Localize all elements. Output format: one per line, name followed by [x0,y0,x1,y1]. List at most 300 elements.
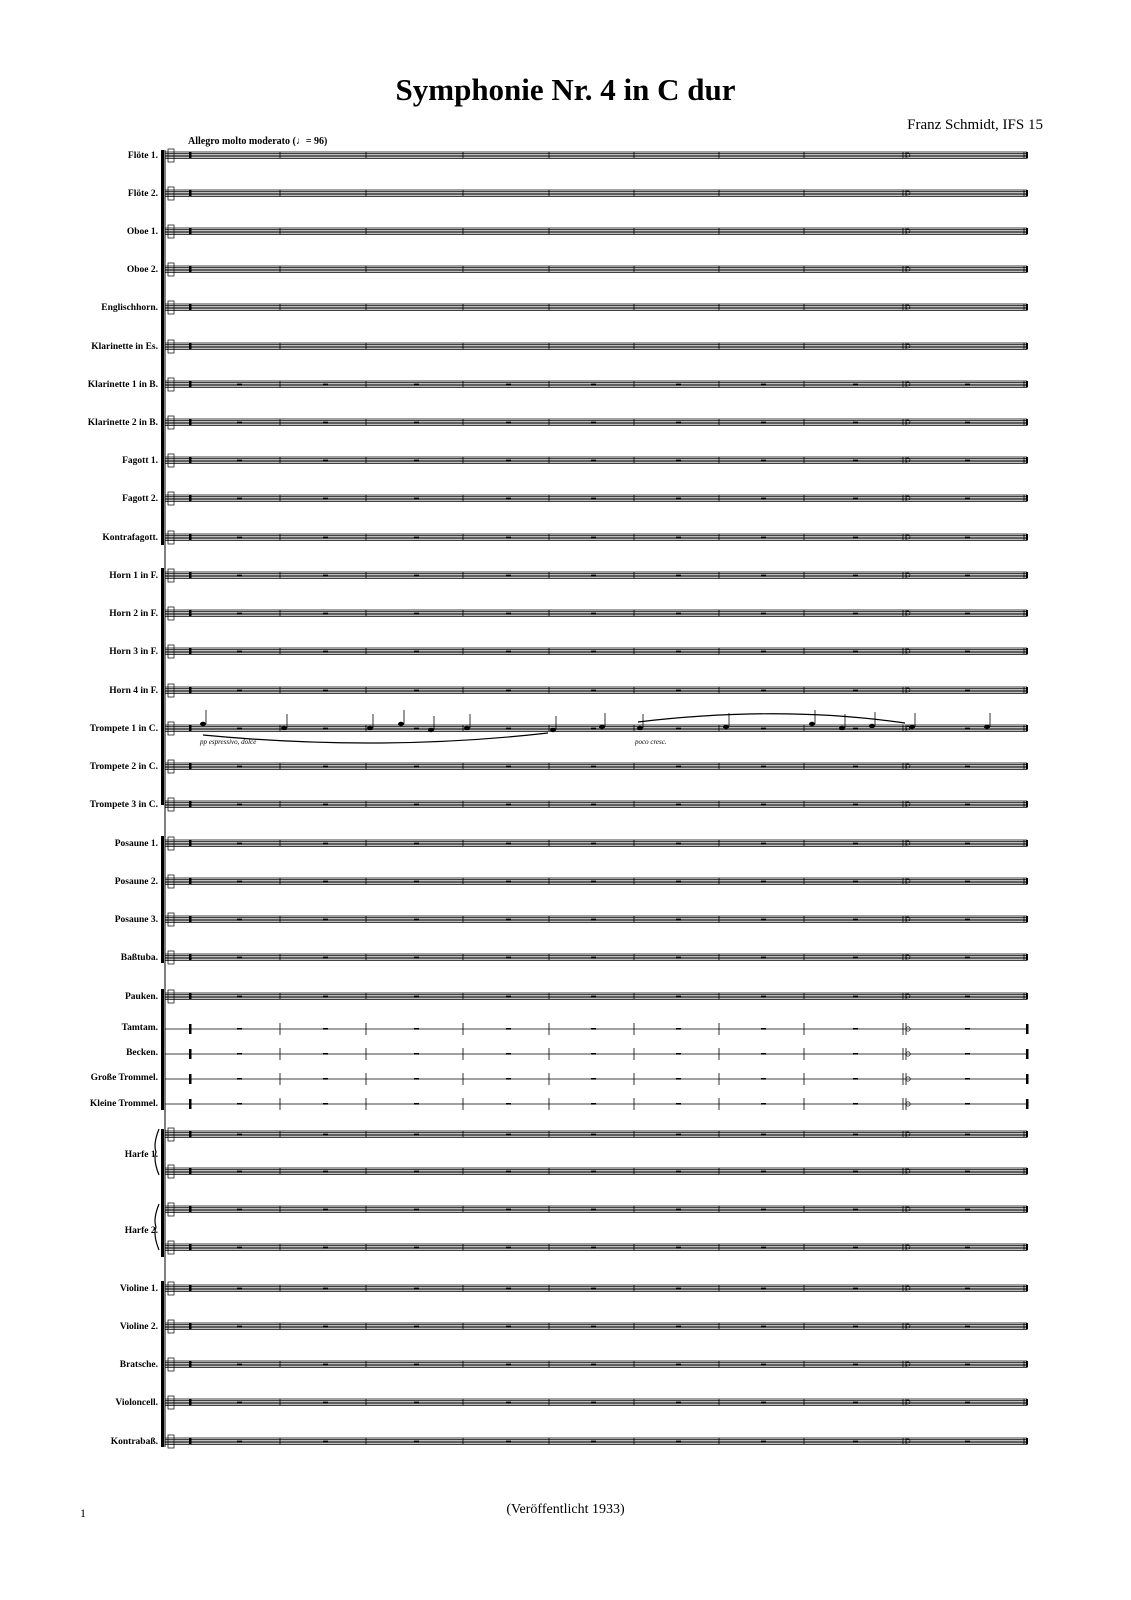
tempo-marking: Allegro molto moderato (♩= 96) [188,136,328,147]
note-head [809,722,815,726]
note-head [599,725,605,729]
whole-rest-icon [761,881,766,883]
whole-rest-icon [676,919,681,921]
whole-rest-icon [323,1078,328,1080]
whole-rest-icon [323,460,328,462]
whole-rest-icon [323,1171,328,1173]
whole-rest-icon [853,498,858,500]
whole-rest-icon [591,1053,596,1055]
whole-rest-icon [323,1441,328,1443]
whole-rest-icon [591,1078,596,1080]
whole-rest-icon [323,1326,328,1328]
note-head [367,726,373,730]
instrument-label: Oboe 2. [126,265,158,275]
whole-rest-icon [414,1326,419,1328]
whole-rest-icon [323,651,328,653]
note-head [550,728,556,732]
whole-rest-icon [853,1288,858,1290]
time-signature-icon [189,228,192,234]
whole-rest-icon [853,1134,858,1136]
whole-rest-icon [591,690,596,692]
instrument-label: Oboe 1. [126,227,158,237]
whole-rest-icon [591,919,596,921]
whole-rest-icon [506,1402,511,1404]
note-head [984,725,990,729]
whole-rest-icon [237,728,242,730]
whole-rest-icon [591,422,596,424]
whole-rest-icon [676,881,681,883]
whole-rest-icon [853,1209,858,1211]
whole-rest-icon [761,690,766,692]
whole-rest-icon [965,1288,970,1290]
time-signature-icon [189,495,192,501]
whole-rest-icon [237,1209,242,1211]
whole-rest-icon [506,728,511,730]
whole-rest-icon [237,766,242,768]
whole-rest-icon [237,613,242,615]
whole-rest-icon [761,422,766,424]
whole-rest-icon [761,384,766,386]
instrument-label: Horn 2 in F. [109,609,158,619]
time-signature-icon [189,457,192,463]
whole-rest-icon [591,1288,596,1290]
whole-rest-icon [965,1053,970,1055]
whole-rest-icon [506,996,511,998]
whole-rest-icon [414,1247,419,1249]
whole-rest-icon [323,1134,328,1136]
whole-rest-icon [676,1364,681,1366]
time-signature-icon [189,610,192,616]
whole-rest-icon [676,690,681,692]
whole-rest-icon [853,1028,858,1030]
whole-rest-icon [414,1078,419,1080]
whole-rest-icon [853,460,858,462]
whole-rest-icon [323,1364,328,1366]
whole-rest-icon [506,651,511,653]
whole-rest-icon [506,1247,511,1249]
whole-rest-icon [676,460,681,462]
whole-rest-icon [237,498,242,500]
whole-rest-icon [965,613,970,615]
group-bracket [161,836,164,963]
whole-rest-icon [237,1103,242,1105]
whole-rest-icon [323,766,328,768]
time-signature-icon [1026,1074,1029,1084]
whole-rest-icon [323,498,328,500]
group-bracket [161,568,164,805]
instrument-label: Trompete 2 in C. [89,762,158,772]
publication-note: (Veröffentlicht 1933) [506,1502,625,1517]
group-bracket [161,150,164,545]
whole-rest-icon [414,843,419,845]
whole-rest-icon [761,1364,766,1366]
dynamic-marking: poco cresc. [635,738,667,746]
whole-rest-icon [414,957,419,959]
instrument-label: Pauken. [125,992,158,1002]
whole-rest-icon [761,1171,766,1173]
whole-rest-icon [591,804,596,806]
time-signature-icon [189,954,192,960]
whole-rest-icon [237,1028,242,1030]
whole-rest-icon [761,613,766,615]
page-number: 1 [80,1506,86,1520]
whole-rest-icon [323,804,328,806]
whole-rest-icon [414,1103,419,1105]
whole-rest-icon [591,996,596,998]
instrument-label: Becken. [126,1048,158,1058]
whole-rest-icon [761,1103,766,1105]
whole-rest-icon [323,384,328,386]
group-bracket [161,1281,164,1447]
whole-rest-icon [414,1171,419,1173]
instrument-label: Große Trommel. [90,1073,158,1083]
whole-rest-icon [676,613,681,615]
instrument-label: Horn 4 in F. [109,686,158,696]
time-signature-icon [1026,1024,1029,1034]
whole-rest-icon [506,1028,511,1030]
instrument-label: Flöte 2. [127,189,158,199]
whole-rest-icon [676,1441,681,1443]
time-signature-icon [189,801,192,807]
whole-rest-icon [323,613,328,615]
whole-rest-icon [506,804,511,806]
whole-rest-icon [965,422,970,424]
whole-rest-icon [506,1134,511,1136]
whole-rest-icon [761,460,766,462]
whole-rest-icon [965,804,970,806]
whole-rest-icon [414,1134,419,1136]
whole-rest-icon [965,1028,970,1030]
whole-rest-icon [853,1441,858,1443]
whole-rest-icon [237,1441,242,1443]
note-head [281,726,287,730]
instrument-label: Harfe 1. [124,1150,158,1160]
time-signature-icon [1026,1099,1029,1109]
whole-rest-icon [591,1402,596,1404]
whole-rest-icon [506,1209,511,1211]
whole-rest-icon [761,1326,766,1328]
whole-rest-icon [237,651,242,653]
whole-rest-icon [323,575,328,577]
time-signature-icon [189,152,192,158]
whole-rest-icon [323,1247,328,1249]
whole-rest-icon [965,1402,970,1404]
whole-rest-icon [676,1134,681,1136]
time-signature-icon [189,1323,192,1329]
note-head [723,725,729,729]
whole-rest-icon [676,728,681,730]
instrument-label: Klarinette 1 in B. [87,380,158,390]
whole-rest-icon [761,1288,766,1290]
whole-rest-icon [853,766,858,768]
whole-rest-icon [237,1134,242,1136]
whole-rest-icon [591,1364,596,1366]
whole-rest-icon [676,957,681,959]
whole-rest-icon [414,881,419,883]
whole-rest-icon [414,1053,419,1055]
whole-rest-icon [323,1209,328,1211]
whole-rest-icon [591,384,596,386]
whole-rest-icon [676,804,681,806]
whole-rest-icon [853,881,858,883]
whole-rest-icon [591,537,596,539]
whole-rest-icon [591,1171,596,1173]
whole-rest-icon [591,843,596,845]
whole-rest-icon [761,804,766,806]
whole-rest-icon [506,613,511,615]
whole-rest-icon [414,1441,419,1443]
whole-rest-icon [591,1103,596,1105]
time-signature-icon [189,266,192,272]
instrument-label: Trompete 1 in C. [89,724,158,734]
whole-rest-icon [676,651,681,653]
time-signature-icon [189,1024,192,1034]
whole-rest-icon [965,843,970,845]
dynamic-marking: pp espressivo, dolce [200,738,257,746]
time-signature-icon [189,190,192,196]
whole-rest-icon [237,537,242,539]
whole-rest-icon [965,1209,970,1211]
whole-rest-icon [676,575,681,577]
time-signature-icon [189,1131,192,1137]
whole-rest-icon [414,996,419,998]
instrument-label: Kontrabaß. [110,1437,158,1447]
whole-rest-icon [323,1402,328,1404]
whole-rest-icon [506,881,511,883]
whole-rest-icon [414,919,419,921]
whole-rest-icon [414,422,419,424]
whole-rest-icon [965,498,970,500]
whole-rest-icon [414,384,419,386]
instrument-label: Bratsche. [119,1360,158,1370]
whole-rest-icon [761,766,766,768]
whole-rest-icon [676,1078,681,1080]
whole-rest-icon [237,804,242,806]
whole-rest-icon [506,422,511,424]
whole-rest-icon [591,881,596,883]
whole-rest-icon [506,498,511,500]
whole-rest-icon [965,575,970,577]
slur [638,714,905,723]
whole-rest-icon [965,881,970,883]
whole-rest-icon [323,690,328,692]
whole-rest-icon [676,1053,681,1055]
whole-rest-icon [853,1326,858,1328]
whole-rest-icon [414,1402,419,1404]
time-signature-icon [189,648,192,654]
whole-rest-icon [761,1028,766,1030]
whole-rest-icon [853,728,858,730]
whole-rest-icon [761,1402,766,1404]
whole-rest-icon [676,766,681,768]
whole-rest-icon [761,1209,766,1211]
whole-rest-icon [853,843,858,845]
instrument-label: Violine 1. [119,1284,158,1294]
whole-rest-icon [676,537,681,539]
time-signature-icon [189,1285,192,1291]
whole-rest-icon [506,690,511,692]
instrument-label: Kontrafagott. [102,533,158,543]
time-signature-icon [189,725,192,731]
whole-rest-icon [965,957,970,959]
whole-rest-icon [965,1441,970,1443]
whole-rest-icon [237,1053,242,1055]
whole-rest-icon [591,460,596,462]
whole-rest-icon [323,996,328,998]
whole-rest-icon [591,1441,596,1443]
whole-rest-icon [761,957,766,959]
instrument-label: Violine 2. [119,1322,158,1332]
whole-rest-icon [853,996,858,998]
whole-rest-icon [237,1402,242,1404]
note-head [428,728,434,732]
whole-rest-icon [506,1288,511,1290]
whole-rest-icon [506,957,511,959]
whole-rest-icon [761,1247,766,1249]
whole-rest-icon [761,1078,766,1080]
whole-rest-icon [591,766,596,768]
instrument-label: Klarinette 2 in B. [87,418,158,428]
time-signature-icon [189,1049,192,1059]
whole-rest-icon [761,919,766,921]
whole-rest-icon [965,1078,970,1080]
group-bracket [161,989,164,1110]
time-signature-icon [189,916,192,922]
time-signature-icon [189,687,192,693]
whole-rest-icon [965,651,970,653]
whole-rest-icon [761,1441,766,1443]
whole-rest-icon [965,1247,970,1249]
instrument-label: Englischhorn. [101,303,158,313]
whole-rest-icon [506,1078,511,1080]
whole-rest-icon [965,919,970,921]
whole-rest-icon [237,384,242,386]
time-signature-icon [189,343,192,349]
whole-rest-icon [761,728,766,730]
whole-rest-icon [506,575,511,577]
whole-rest-icon [676,1247,681,1249]
whole-rest-icon [676,1103,681,1105]
whole-rest-icon [965,728,970,730]
whole-rest-icon [965,384,970,386]
composer-credit: Franz Schmidt, IFS 15 [907,117,1043,133]
whole-rest-icon [853,919,858,921]
whole-rest-icon [506,919,511,921]
harp-brace-icon [155,1129,159,1175]
whole-rest-icon [506,384,511,386]
whole-rest-icon [506,1103,511,1105]
whole-rest-icon [853,384,858,386]
whole-rest-icon [853,1053,858,1055]
time-signature-icon [189,993,192,999]
whole-rest-icon [414,613,419,615]
whole-rest-icon [237,919,242,921]
time-signature-icon [189,419,192,425]
whole-rest-icon [761,498,766,500]
whole-rest-icon [853,537,858,539]
time-signature-icon [189,1244,192,1250]
whole-rest-icon [965,1364,970,1366]
whole-rest-icon [853,804,858,806]
instrument-label: Trompete 3 in C. [89,800,158,810]
whole-rest-icon [237,690,242,692]
time-signature-icon [1026,1049,1029,1059]
whole-rest-icon [323,1288,328,1290]
whole-rest-icon [676,384,681,386]
whole-rest-icon [676,498,681,500]
whole-rest-icon [414,1364,419,1366]
whole-rest-icon [676,1028,681,1030]
whole-rest-icon [761,843,766,845]
time-signature-icon [189,1074,192,1084]
whole-rest-icon [237,575,242,577]
whole-rest-icon [591,1028,596,1030]
whole-rest-icon [676,1326,681,1328]
instrument-label: Horn 3 in F. [109,647,158,657]
note-head [637,726,643,730]
instrument-label: Klarinette in Es. [91,342,158,352]
note-head [869,724,875,728]
score-title: Symphonie Nr. 4 in C dur [395,72,736,107]
instrument-label: Posaune 2. [114,877,158,887]
whole-rest-icon [591,498,596,500]
instrument-label: Harfe 2. [124,1226,158,1236]
whole-rest-icon [965,766,970,768]
whole-rest-icon [676,843,681,845]
whole-rest-icon [237,1171,242,1173]
whole-rest-icon [761,537,766,539]
whole-rest-icon [853,1402,858,1404]
group-bracket [161,1129,164,1257]
whole-rest-icon [323,1053,328,1055]
instrument-label: Horn 1 in F. [109,571,158,581]
whole-rest-icon [414,766,419,768]
whole-rest-icon [965,996,970,998]
whole-rest-icon [506,766,511,768]
harp-brace-icon [155,1204,159,1250]
instrument-label: Posaune 3. [114,915,158,925]
whole-rest-icon [323,537,328,539]
time-signature-icon [189,1206,192,1212]
whole-rest-icon [414,651,419,653]
whole-rest-icon [853,1078,858,1080]
time-signature-icon [189,1168,192,1174]
whole-rest-icon [414,690,419,692]
whole-rest-icon [591,1326,596,1328]
time-signature-icon [189,304,192,310]
whole-rest-icon [761,1134,766,1136]
whole-rest-icon [965,1134,970,1136]
whole-rest-icon [237,957,242,959]
whole-rest-icon [676,1171,681,1173]
note-head [398,722,404,726]
whole-rest-icon [414,460,419,462]
whole-rest-icon [965,1103,970,1105]
whole-rest-icon [853,651,858,653]
whole-rest-icon [853,690,858,692]
time-signature-icon [189,763,192,769]
whole-rest-icon [506,843,511,845]
whole-rest-icon [323,728,328,730]
note-head [464,726,470,730]
whole-rest-icon [853,957,858,959]
time-signature-icon [189,381,192,387]
whole-rest-icon [237,1326,242,1328]
whole-rest-icon [591,1134,596,1136]
whole-rest-icon [591,1247,596,1249]
time-signature-icon [189,534,192,540]
whole-rest-icon [676,422,681,424]
